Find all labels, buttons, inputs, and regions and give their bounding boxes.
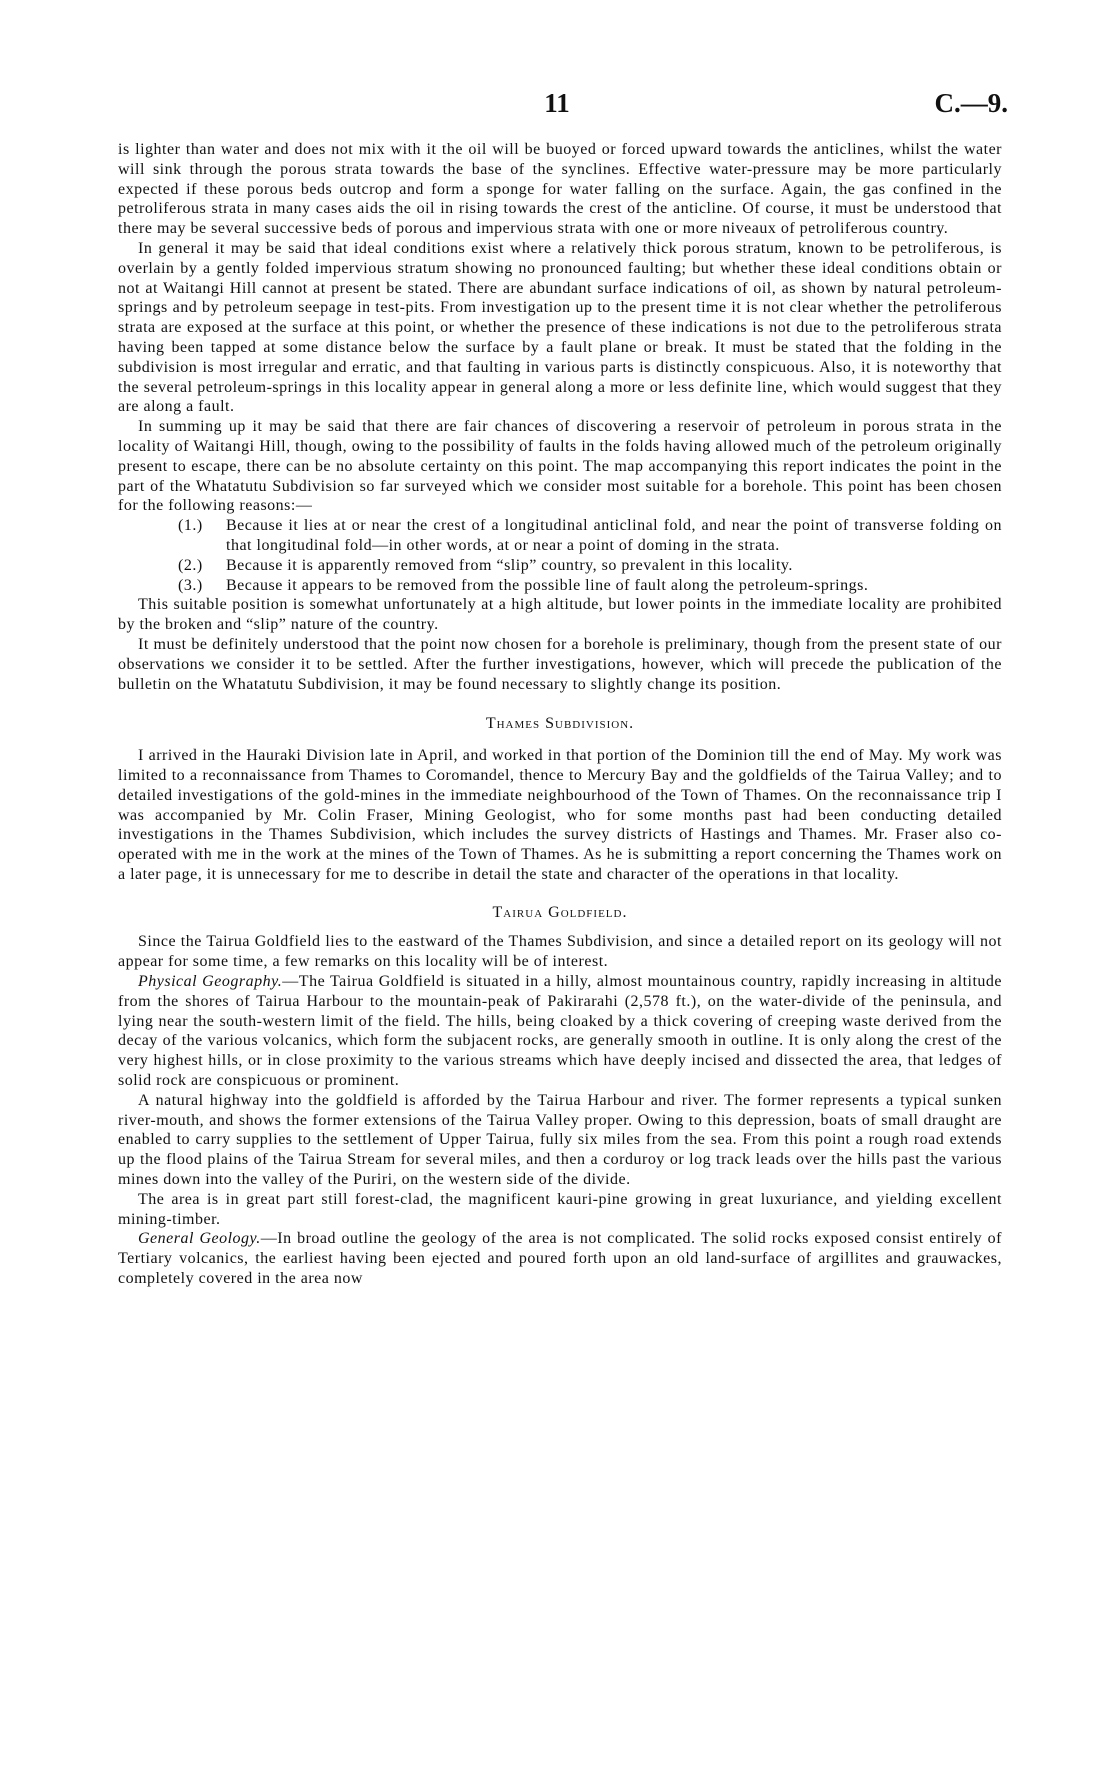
paragraph: I arrived in the Hauraki Division late in April, and worked in that portion of the Dominion till the end of May. My work was limited to a reconnaissance from Thames to Coromandel, thence to Mercury Bay and the goldfields of the Tairua Valley; and to detailed investigations of the gold-mines in the immediate neighbourhood of the Town of Thames. On the reconnaissance trip I was accompanied by Mr. Colin Fraser, Mining Geologist, who for some months past had been conducting detailed investigations in the Thames Subdivision, which includes the survey districts of Hastings and Thames. Mr. Fraser also co-operated with me in the work at the mines of the Town of Thames. As he is submitting a report concerning the Thames work on a later page, it is unnecessary for me to describe in detail the state and character of the operations in that locality. bbox=[118, 747, 1002, 883]
reason-item bbox=[178, 576, 1002, 596]
document-body bbox=[118, 140, 1002, 1289]
paragraph: Since the Tairua Goldfield lies to the eastward of the Thames Subdivision, and since a detailed report on its geology will not appear for some time, a few remarks on this locality will be of interest. bbox=[118, 933, 1002, 971]
reason-number: (2.) bbox=[178, 556, 203, 574]
reason-item bbox=[178, 556, 1002, 576]
paragraph: This suitable position is somewhat unfortunately at a high altitude, but lower points in the immediate locality are prohibited by the broken and “slip” nature of the country. bbox=[118, 596, 1002, 634]
section-heading-thames: Thames Subdivision. bbox=[485, 715, 635, 733]
paragraph: The area is in great part still forest-clad, the magnificent kauri-pine growing in great luxuriance, and yielding excellent mining-timber. bbox=[118, 1190, 1002, 1228]
sidehead-general-geology: General Geology. bbox=[138, 1230, 261, 1248]
reason-text: Because it appears to be removed from the possible line of fault along the petroleum-springs. bbox=[226, 576, 869, 594]
paragraph-text: The Tairua Goldfield is situated in a hilly, almost mountainous country, rapidly increasing in altitude from the shores of Tairua Harbour to the mountain-peak of Pakirarahi (2,578 ft.), on the water-divide of the peninsula, and lying near the south-western limit of the field. The hills, being cloaked by a thick covering of creeping waste derived from the decay of the various volcanics, which form the subjacent rocks, are generally smooth in outline. It is only along the crest of the very highest hills, or in close proximity to the various streams which have deeply incised and dissected the area, that ledges of solid rock are conspicuous or prominent. bbox=[118, 973, 1003, 1090]
paragraph: A natural highway into the goldfield is afforded by the Tairua Harbour and river. The former represents a typical sunken river-mouth, and shows the former extensions of the Tairua Valley proper. Owing to this depression, boats of small draught are enabled to carry supplies to the settlement of Upper Tairua, fully six miles from the sea. From this point a rough road extends up the flood plains of the Tairua Stream for several miles, and then a corduroy or log track leads over the hills past the various mines down into the valley of the Puriri, on the western side of the divide. bbox=[118, 1091, 1002, 1189]
reason-item bbox=[178, 516, 1002, 556]
paragraph: In summing up it may be said that there are fair chances of discovering a reservoir of petroleum in porous strata in the locality of Waitangi Hill, though, owing to the possibility of faults in the folds having allowed much of the petroleum originally present to escape, there can be no absolute certainty on this point. The map accompanying this report indicates the point in the part of the Whatatutu Subdivision so far surveyed which we consider most suitable for a borehole. This point has been chosen for the following reasons:— bbox=[118, 418, 1002, 515]
reasons-list bbox=[178, 516, 1002, 595]
section-heading-tairua: Tairua Goldfield. bbox=[492, 903, 628, 921]
paragraph: Physical Geography.—The Tairua Goldfield is situated in a hilly, almost mountainous country, rapidly increasing in altitude from the shores of Tairua Harbour to the mountain-peak of Pakirarahi (2,578 ft.), on the water-divide of the peninsula, and lying near the south-western limit of the field. The hills, being cloaked by a thick covering of creeping waste derived from the decay of the various volcanics, which form the subjacent rocks, are generally smooth in outline. It is only along the crest of the very highest hills, or in close proximity to the various streams which have deeply incised and dissected the area, that ledges of solid rock are conspicuous or prominent. bbox=[118, 973, 1003, 1090]
reason-number: (3.) bbox=[178, 576, 203, 594]
document-reference: C.—9. bbox=[934, 88, 1008, 118]
sidehead-physical-geography: Physical Geography. bbox=[138, 973, 283, 991]
paragraph: It must be definitely understood that the point now chosen for a borehole is preliminary, though from the present state of our observations we consider it to be settled. After the further investigations, however, which will precede the publication of the bulletin on the Whatatutu Subdivision, it may be found necessary to slightly change its position. bbox=[118, 635, 1002, 693]
reason-number: (1.) bbox=[178, 517, 203, 535]
paragraph: In general it may be said that ideal conditions exist where a relatively thick porous stratum, known to be petroliferous, is overlain by a gently folded impervious stratum showing no pronounced faulting; but whether these ideal conditions obtain or not at Waitangi Hill cannot at present be stated. There are abundant surface indications of oil, as shown by natural petroleum-springs and by petroleum seepage in test-pits. From investigation up to the present time it is not clear whether the petroliferous strata are exposed at the surface at this point, or whether the presence of these indications is not due to the petroliferous strata having been tapped at some distance below the surface by a fault plane or break. It must be stated that the folding in the subdivision is most irregular and erratic, and that faulting in various parts is distinctly conspicuous. Also, it is noteworthy that the several petroleum-springs in this locality appear in general along a more or less definite line, which would suggest that they are along a fault. bbox=[118, 239, 1002, 416]
page-number: 11 bbox=[544, 88, 570, 118]
paragraph-text: In broad outline the geology of the area is not complicated. The solid rocks exposed consist entirely of Tertiary volcanics, the earliest having been ejected and poured forth upon an old land-surface of argillites and grauwackes, completely covered in the area now bbox=[118, 1230, 1003, 1288]
reason-text: Because it lies at or near the crest of a longitudinal anticlinal fold, and near the point of transverse folding on that longitudinal fold—in other words, at or near a point of doming in the strata. bbox=[226, 517, 1002, 554]
paragraph: is lighter than water and does not mix with it the oil will be buoyed or forced upward towards the anticlines, whilst the water will sink through the porous strata towards the base of the synclines. Effective water-pressure may be more particularly expected if these porous beds outcrop and form a sponge for water falling on the surface. Again, the gas confined in the petroliferous strata in many cases aids the oil in rising towards the crest of the anticline. Of course, it must be understood that there may be several successive beds of porous and impervious strata with one or more niveaux of petroliferous country. bbox=[118, 141, 1002, 238]
reason-text: Because it is apparently removed from “slip” country, so prevalent in this locality. bbox=[226, 556, 793, 574]
paragraph: General Geology.—In broad outline the geology of the area is not complicated. The solid rocks exposed consist entirely of Tertiary volcanics, the earliest having been ejected and poured forth upon an old land-surface of argillites and grauwackes, completely covered in the area now bbox=[118, 1230, 1003, 1288]
